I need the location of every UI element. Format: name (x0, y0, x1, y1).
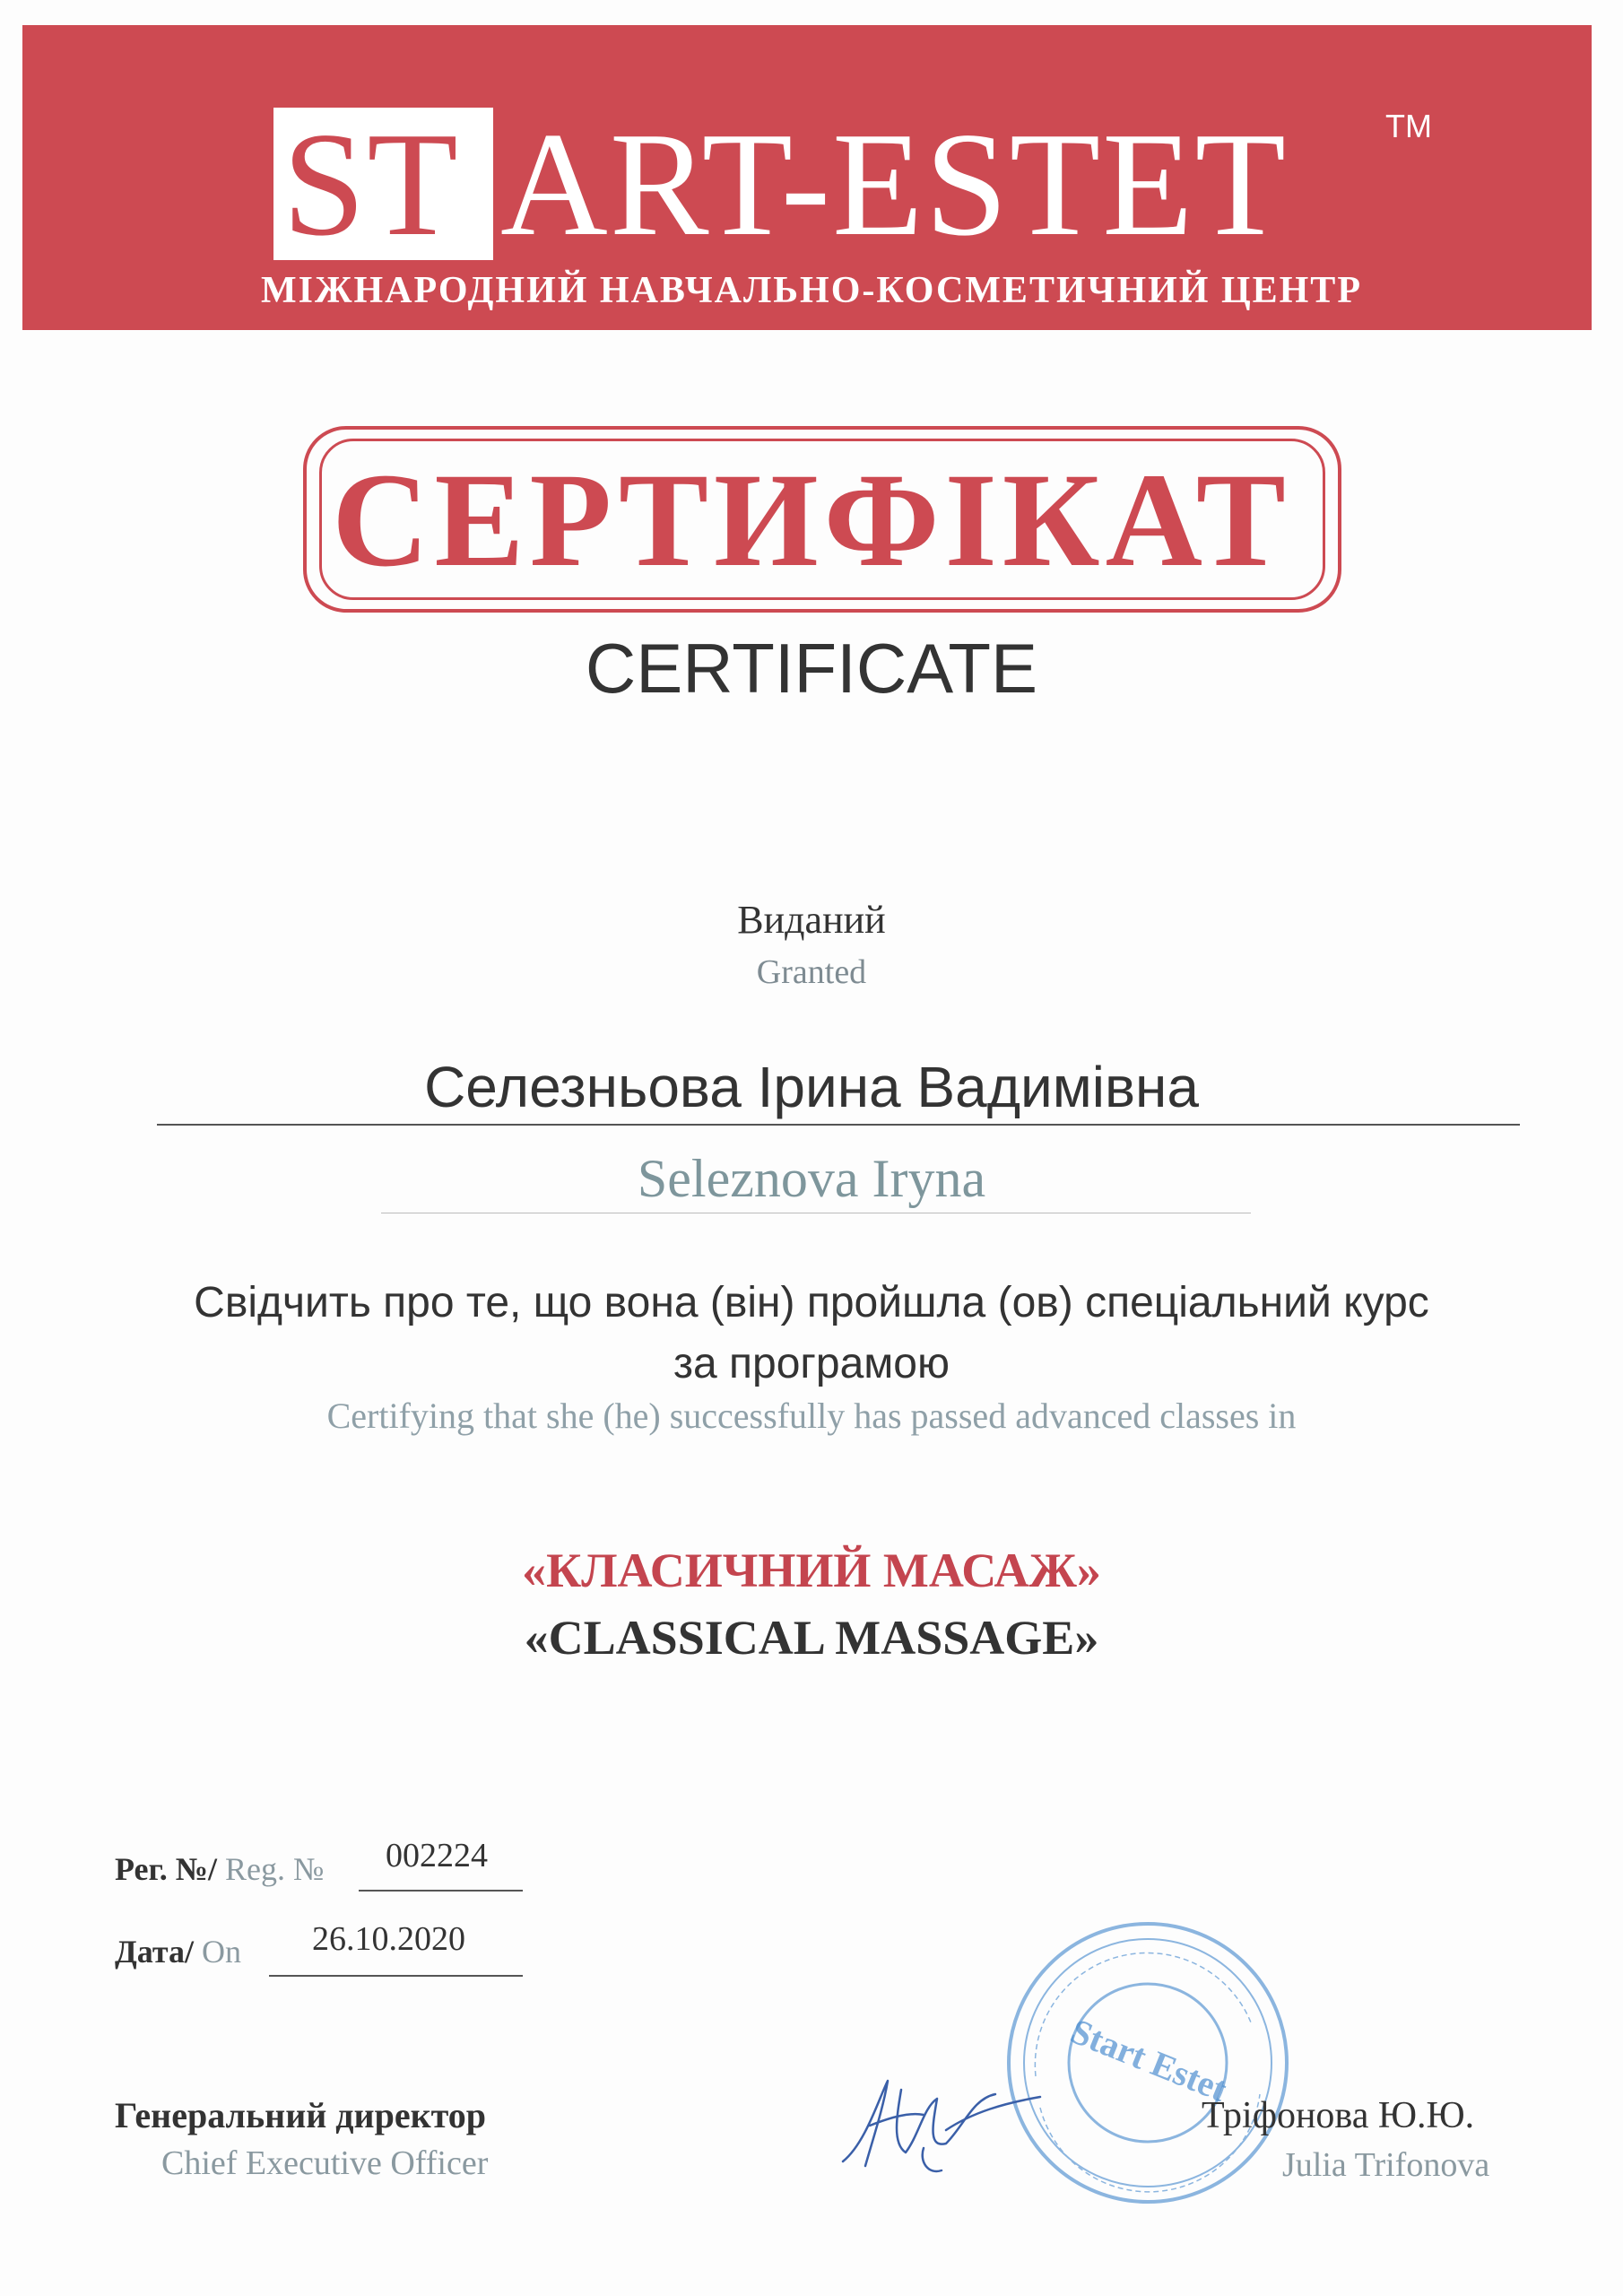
center-subtitle: МІЖНАРОДНИЙ НАВЧАЛЬНО-КОСМЕТИЧНИЙ ЦЕНТР (261, 270, 1362, 311)
date-underline (269, 1975, 523, 1977)
course-title-en: «CLASSICAL MASSAGE» (524, 1611, 1099, 1665)
logo-st-text: ST (282, 101, 460, 266)
date-label-ua: Дата/ (115, 1934, 194, 1970)
ceo-role-en: Chief Executive Officer (161, 2144, 489, 2182)
logo-rest-text: ART-ESTET (500, 101, 1288, 266)
date-label (115, 1933, 241, 1970)
ceo-role-ua: Генеральний директор (115, 2095, 486, 2135)
stamp-center-text: Start Estet (1064, 2010, 1233, 2109)
brand-logo (273, 101, 1288, 266)
reg-label-ua: Рег. №/ (115, 1851, 217, 1887)
granted-label-en: Granted (756, 953, 867, 991)
signer-name-ua: Тріфонова Ю.Ю. (1202, 2095, 1475, 2136)
handwritten-signature-icon (838, 2063, 1054, 2179)
reg-number-label (115, 1850, 324, 1888)
trademark-mark: TM (1385, 108, 1432, 144)
course-title-ua: «КЛАСИЧНИЙ МАСАЖ» (522, 1544, 1101, 1597)
logo-st-box (273, 101, 493, 266)
reg-label-en: Reg. № (224, 1851, 325, 1887)
name-underline (157, 1124, 1520, 1126)
reg-number-underline (359, 1890, 523, 1892)
certificate-title-ua: СЕРТИФІКАТ (332, 446, 1291, 595)
reg-number-value: 002224 (386, 1837, 488, 1874)
recipient-name-en: Seleznova Iryna (637, 1149, 986, 1208)
date-label-en: On (201, 1934, 241, 1970)
date-value: 26.10.2020 (312, 1920, 465, 1958)
certificate-title-en: CERTIFICATE (585, 629, 1038, 708)
signer-name-en: Julia Trifonova (1282, 2146, 1490, 2184)
recipient-name-ua: Селезньова Ірина Вадимівна (424, 1055, 1199, 1119)
statement-en: Certifying that she (he) successfully has passed advanced classes in (326, 1396, 1297, 1436)
statement-ua-line1: Свідчить про те, що вона (він) пройшла (ов) спеціальний курс (194, 1279, 1429, 1326)
statement-ua-line2: за програмою (673, 1340, 950, 1387)
granted-label-ua: Виданий (737, 898, 886, 942)
